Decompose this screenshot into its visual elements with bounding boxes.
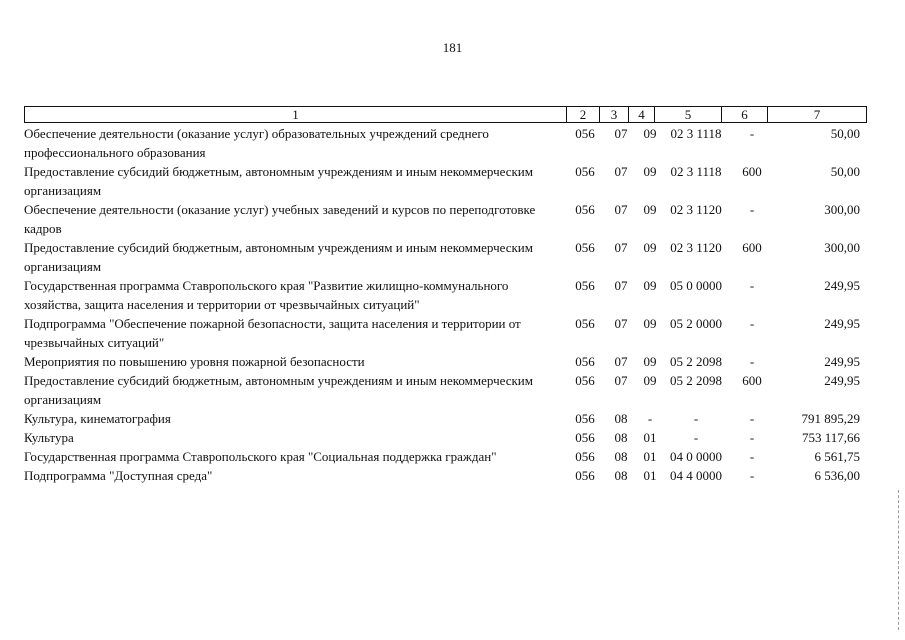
row-col-5: 02 3 1118 xyxy=(670,164,722,179)
table-row xyxy=(24,409,864,428)
header-col-2: 2 xyxy=(567,107,600,123)
row-col-2: 056 xyxy=(575,449,595,464)
row-col-6: - xyxy=(749,354,755,369)
row-col-6: - xyxy=(749,449,755,464)
table-row xyxy=(24,447,864,466)
row-col-7: 6 561,75 xyxy=(814,449,860,464)
row-col-7: 791 895,29 xyxy=(801,411,860,426)
row-col-4: 09 xyxy=(643,354,657,369)
row-col-3: 08 xyxy=(614,411,628,426)
row-col-4: 09 xyxy=(643,240,657,255)
table-row xyxy=(24,371,864,409)
row-description: Культура, кинематография xyxy=(24,411,171,426)
row-col-6: - xyxy=(749,411,755,426)
row-col-2: 056 xyxy=(575,240,595,255)
row-col-3: 07 xyxy=(614,240,628,255)
row-description: Предоставление субсидий бюджетным, автономным учреждениям и иным некоммерческим организациям xyxy=(24,373,533,407)
row-col-5: 02 3 1120 xyxy=(670,202,722,217)
table-row xyxy=(24,200,864,238)
row-col-4: 09 xyxy=(643,126,657,141)
row-col-7: 249,95 xyxy=(824,373,860,388)
row-description: Обеспечение деятельности (оказание услуг) учебных заведений и курсов по переподготовке кадров xyxy=(24,202,536,236)
row-col-3: 08 xyxy=(614,449,628,464)
row-col-6: - xyxy=(749,126,755,141)
row-col-7: 300,00 xyxy=(824,240,860,255)
row-col-7: 249,95 xyxy=(824,354,860,369)
row-col-7: 753 117,66 xyxy=(801,430,860,445)
row-col-2: 056 xyxy=(575,164,595,179)
row-col-2: 056 xyxy=(575,126,595,141)
row-description: Культура xyxy=(24,430,74,445)
row-description: Предоставление субсидий бюджетным, автономным учреждениям и иным некоммерческим организациям xyxy=(24,240,533,274)
row-col-5: 05 2 2098 xyxy=(670,354,722,369)
row-col-7: 249,95 xyxy=(824,278,860,293)
row-col-3: 08 xyxy=(614,430,628,445)
header-col-3: 3 xyxy=(600,107,629,123)
table-row xyxy=(24,466,864,485)
row-col-4: 09 xyxy=(643,164,657,179)
row-col-2: 056 xyxy=(575,468,595,483)
row-col-5: 05 0 0000 xyxy=(670,278,722,293)
table-row xyxy=(24,162,864,200)
row-col-6: 600 xyxy=(742,240,762,255)
row-col-7: 50,00 xyxy=(830,164,860,179)
row-description: Предоставление субсидий бюджетным, автономным учреждениям и иным некоммерческим организациям xyxy=(24,164,533,198)
page-number: 181 xyxy=(442,40,463,55)
row-col-4: 01 xyxy=(643,468,657,483)
row-col-6: - xyxy=(749,316,755,331)
row-col-7: 249,95 xyxy=(824,316,860,331)
table-row xyxy=(24,124,864,162)
row-col-6: - xyxy=(749,430,755,445)
row-col-4: 09 xyxy=(643,316,657,331)
row-col-6: 600 xyxy=(742,373,762,388)
row-col-7: 300,00 xyxy=(824,202,860,217)
row-col-5: 02 3 1120 xyxy=(670,240,722,255)
row-description: Подпрограмма "Доступная среда" xyxy=(24,468,213,483)
row-description: Обеспечение деятельности (оказание услуг) образовательных учреждений среднего профессионального образования xyxy=(24,126,489,160)
row-col-5: 05 2 0000 xyxy=(670,316,722,331)
row-col-5: 02 3 1118 xyxy=(670,126,722,141)
header-col-1: 1 xyxy=(25,107,567,123)
row-col-6: - xyxy=(749,278,755,293)
row-col-5: 04 0 0000 xyxy=(670,449,722,464)
row-col-2: 056 xyxy=(575,354,595,369)
row-col-4: 09 xyxy=(643,202,657,217)
header-row xyxy=(25,107,867,123)
row-col-3: 07 xyxy=(614,354,628,369)
row-col-5: 05 2 2098 xyxy=(670,373,722,388)
table-row xyxy=(24,428,864,447)
table-header xyxy=(24,106,867,123)
row-col-4: - xyxy=(647,411,653,426)
row-col-2: 056 xyxy=(575,430,595,445)
row-col-5: - xyxy=(693,411,699,426)
table-row xyxy=(24,314,864,352)
row-col-5: 04 4 0000 xyxy=(670,468,722,483)
row-col-2: 056 xyxy=(575,316,595,331)
header-col-6: 6 xyxy=(722,107,768,123)
row-col-3: 07 xyxy=(614,164,628,179)
row-col-2: 056 xyxy=(575,411,595,426)
row-col-3: 07 xyxy=(614,278,628,293)
row-col-2: 056 xyxy=(575,202,595,217)
header-col-5: 5 xyxy=(655,107,722,123)
row-col-6: 600 xyxy=(742,164,762,179)
row-col-6: - xyxy=(749,202,755,217)
row-description: Государственная программа Ставропольского края "Социальная поддержка граждан" xyxy=(24,449,497,464)
row-col-7: 50,00 xyxy=(830,126,860,141)
row-col-2: 056 xyxy=(575,373,595,388)
header-col-4: 4 xyxy=(629,107,655,123)
header-col-7: 7 xyxy=(768,107,867,123)
row-col-3: 07 xyxy=(614,202,628,217)
row-col-3: 07 xyxy=(614,126,628,141)
table-row xyxy=(24,238,864,276)
row-col-3: 07 xyxy=(614,316,628,331)
table-row xyxy=(24,276,864,314)
row-col-4: 01 xyxy=(643,449,657,464)
row-col-4: 09 xyxy=(643,278,657,293)
table-row xyxy=(24,352,864,371)
row-description: Мероприятия по повышению уровня пожарной безопасности xyxy=(24,354,365,369)
row-col-2: 056 xyxy=(575,278,595,293)
table-body xyxy=(24,124,864,485)
row-description: Подпрограмма "Обеспечение пожарной безопасности, защита населения и территории от чрезвычайных ситуаций" xyxy=(24,316,521,350)
row-col-5: - xyxy=(693,430,699,445)
scan-edge-mark xyxy=(898,490,901,630)
row-col-7: 6 536,00 xyxy=(814,468,860,483)
row-col-4: 09 xyxy=(643,373,657,388)
row-description: Государственная программа Ставропольского края "Развитие жилищно-коммунального хозяйства, защита населения и территории от чрезвычайных ситуаций" xyxy=(24,278,509,312)
row-col-6: - xyxy=(749,468,755,483)
row-col-3: 08 xyxy=(614,468,628,483)
row-col-3: 07 xyxy=(614,373,628,388)
row-col-4: 01 xyxy=(643,430,657,445)
